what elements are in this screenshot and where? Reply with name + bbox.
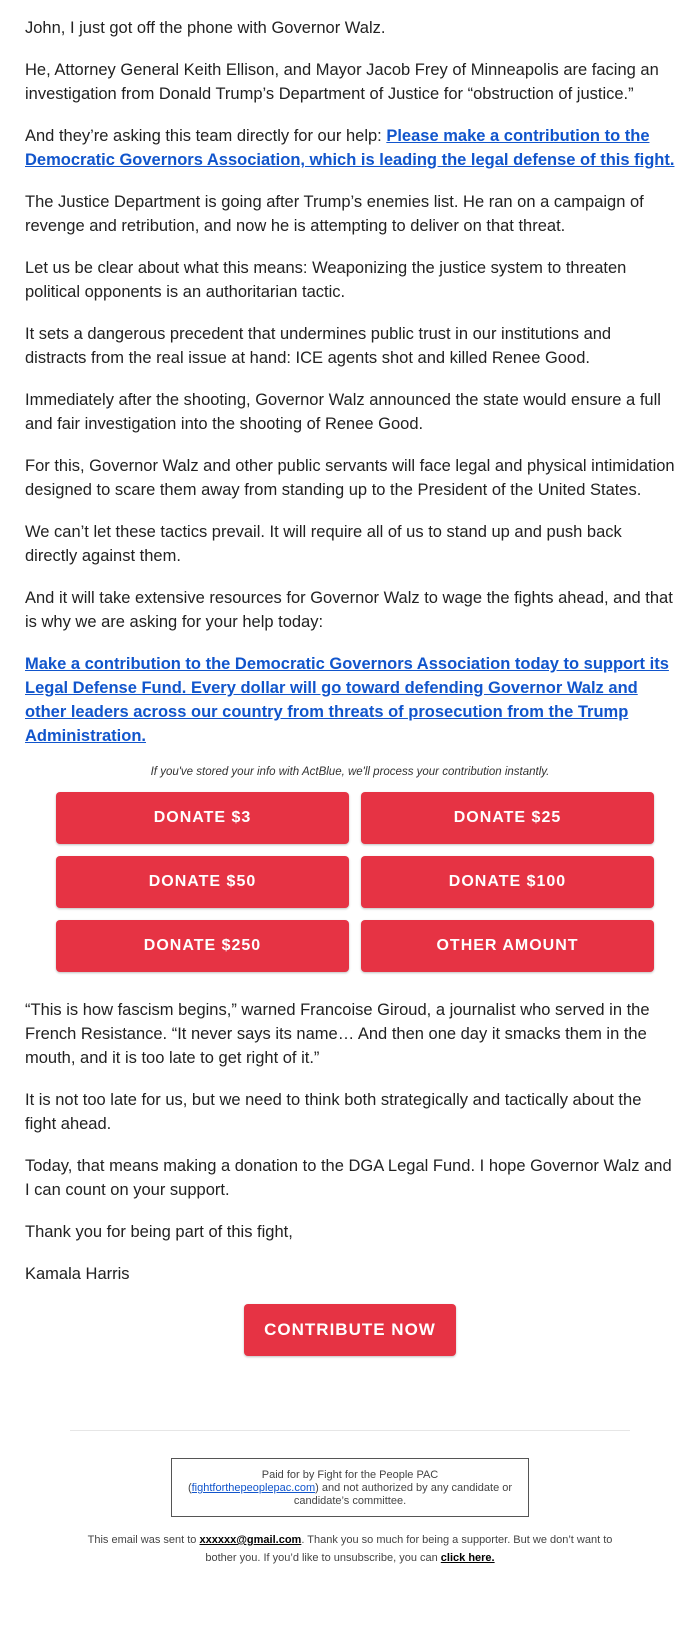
donate-25-button[interactable]: DONATE $25 (361, 792, 654, 844)
paid-line-2 (180, 1482, 520, 1508)
donate-3-button[interactable]: DONATE $3 (56, 792, 349, 844)
paragraph-text: And they’re asking this team directly for our help: (25, 127, 387, 145)
legal-fund-link[interactable]: Make a contribution to the Democratic Governors Association today to support its Legal Defense Fund. Every dollar will go toward defending Governor Walz and other leaders across our country from threats of prosecution from the Trump Administration. (25, 655, 669, 745)
paragraph: John, I just got off the phone with Governor Walz. (25, 19, 386, 37)
paragraph: For this, Governor Walz and other public servants will face legal and physical intimidation designed to scare them away from standing up to the President of the United States. (25, 457, 675, 499)
paragraph: It is not too late for us, but we need to think both strategically and tactically about the fight ahead. (25, 1091, 642, 1133)
paragraph: The Justice Department is going after Trump’s enemies list. He ran on a campaign of revenge and retribution, and now he is attempting to deliver on that threat. (25, 193, 644, 235)
other-amount-button[interactable]: OTHER AMOUNT (361, 920, 654, 972)
pac-website-link[interactable]: fightforthepeoplepac.com (191, 1482, 316, 1494)
paragraph: Today, that means making a donation to the DGA Legal Fund. I hope Governor Walz and I can count on your support. (25, 1157, 672, 1199)
footer-text: . Thank you so much for being a supporter. But we don’t want to bother you. If you’d like to unsubscribe, you can (205, 1534, 613, 1564)
legal-fund-cta (25, 652, 675, 748)
paragraph: And it will take extensive resources for Governor Walz to wage the fights ahead, and that is why we are asking for your help today: (25, 589, 673, 631)
donate-button-grid (56, 792, 675, 972)
paid-rest: ) and not authorized by any candidate or candidate’s committee. (293, 1482, 513, 1507)
unsubscribe-footer (80, 1531, 620, 1567)
actblue-note: If you've stored your info with ActBlue, we'll process your contribution instantly. (150, 766, 550, 778)
paid-for-disclaimer (171, 1458, 529, 1517)
footer-text: This email was sent to (87, 1534, 200, 1546)
contribution-link[interactable]: Please make a contribution to the Democratic Governors Association, which is leading the legal defense of this fight. (25, 127, 675, 169)
paid-line: Paid for by Fight for the People PAC (261, 1469, 439, 1481)
paragraph: Immediately after the shooting, Governor Walz announced the state would ensure a full and fair investigation into the shooting of Renee Good. (25, 391, 661, 433)
contribute-wrap (25, 1304, 675, 1356)
donate-50-button[interactable]: DONATE $50 (56, 856, 349, 908)
paragraph: Let us be clear about what this means: Weaponizing the justice system to threaten political opponents is an authoritarian tactic. (25, 259, 627, 301)
contribute-now-button[interactable]: CONTRIBUTE NOW (244, 1304, 456, 1356)
donate-250-button[interactable]: DONATE $250 (56, 920, 349, 972)
closing-section (25, 998, 675, 1286)
unsubscribe-link[interactable]: click here. (440, 1552, 495, 1564)
paragraph: It sets a dangerous precedent that undermines public trust in our institutions and distracts from the real issue at hand: ICE agents shot and killed Renee Good. (25, 325, 612, 367)
signature: Kamala Harris (25, 1265, 130, 1283)
paragraph: We can’t let these tactics prevail. It will require all of us to stand up and push back directly against them. (25, 523, 622, 565)
recipient-email: xxxxxx@gmail.com (199, 1534, 302, 1546)
paragraph-with-link (25, 124, 675, 172)
paren: ( (187, 1482, 192, 1494)
footer-divider (70, 1430, 630, 1431)
paragraph: He, Attorney General Keith Ellison, and Mayor Jacob Frey of Minneapolis are facing an investigation from Donald Trump’s Department of Justice for “obstruction of justice.” (25, 61, 659, 103)
paragraph: “This is how fascism begins,” warned Francoise Giroud, a journalist who served in the French Resistance. “It never says its name… And then one day it smacks them in the mouth, and it is too late to get right of it.” (25, 1001, 650, 1067)
paragraph: Thank you for being part of this fight, (25, 1223, 293, 1241)
donate-100-button[interactable]: DONATE $100 (361, 856, 654, 908)
